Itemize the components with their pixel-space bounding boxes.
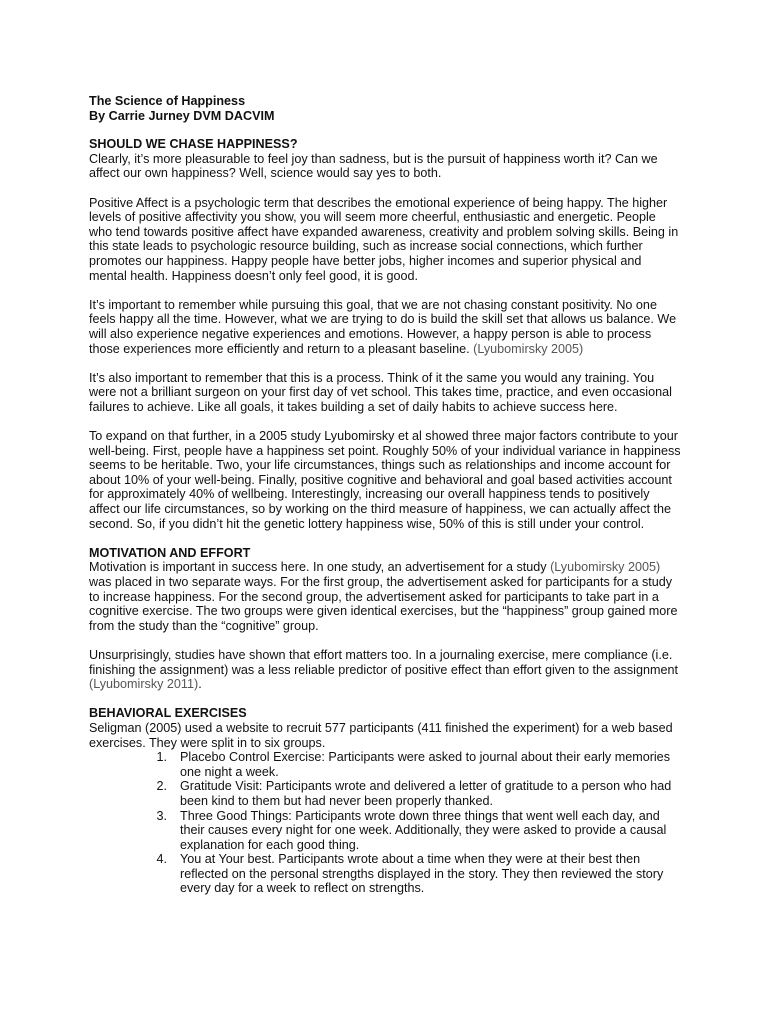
exercise-list xyxy=(89,750,682,896)
paragraph-text: Unsurprisingly, studies have shown that effort matters too. In a journaling exercise, mere compliance (i.e. finishing the assignment) was a less reliable predictor of positive effect than effort given to the assignment xyxy=(89,647,678,677)
list-item xyxy=(89,852,682,896)
paragraph xyxy=(89,560,682,633)
list-item-text: Three Good Things: Participants wrote down three things that went well each day, and their causes every night for one week. Additionally, they were asked to provide a causal explanation for each good thing. xyxy=(180,808,667,852)
paragraph: To expand on that further, in a 2005 study Lyubomirsky et al showed three major factors contribute to your well-being. First, people have a happiness set point. Roughly 50% of your individual variance in happiness seems to be heritable. Two, your life circumstances, things such as relationships and income account for about 10% of your well-being. Finally, positive cognitive and behavioral and goal based activities account for approximately 40% of wellbeing. Interestingly, increasing our overall happiness tends to positively affect our life circumstances, so by working on the third measure of happiness, we can actually affect the second. So, if you didn’t hit the genetic lottery happiness wise, 50% of this is still under your control. xyxy=(89,429,681,531)
paragraph: It’s also important to remember that this is a process. Think of it the same you would any training. You were not a brilliant surgeon on your first day of vet school. This takes time, practice, and even occasional failures to achieve. Like all goals, it takes building a set of daily habits to achieve success here. xyxy=(89,370,672,414)
list-item-text: Gratitude Visit: Participants wrote and delivered a letter of gratitude to a person who had been kind to them but had never been properly thanked. xyxy=(180,779,672,808)
paragraph-text: It’s important to remember while pursuing this goal, that we are not chasing constant positivity. No one feels happy all the time. However, what we are trying to do is build the skill set that allows us balance. We will also experience negative experiences and emotions. However, a happy person is able to process those experiences more efficiently and return to a pleasant baseline. xyxy=(89,297,677,356)
list-item xyxy=(89,750,682,779)
paragraph xyxy=(89,648,682,692)
list-item-text: You at Your best. Participants wrote about a time when they were at their best then reflected on the personal strengths displayed in the story. They then reviewed the story every day for a week to reflect on strengths. xyxy=(180,852,664,896)
citation: (Lyubomirsky 2005) xyxy=(473,341,584,356)
list-item xyxy=(89,809,682,853)
list-item-text: Placebo Control Exercise: Participants were asked to journal about their early memories one night a week. xyxy=(180,750,670,779)
paragraph: Seligman (2005) used a website to recruit 577 participants (411 finished the experiment) for a web based exercises. They were split in to six groups. xyxy=(89,720,673,750)
paragraph-text: . xyxy=(198,677,202,692)
list-number: 4. xyxy=(156,852,167,867)
citation: (Lyubomirsky 2005) xyxy=(550,560,661,575)
document-title: The Science of Happiness xyxy=(89,94,246,108)
paragraph: Clearly, it’s more pleasurable to feel joy than sadness, but is the pursuit of happiness worth it? Can we affect our own happiness? Well, science would say yes to both. xyxy=(89,151,658,181)
list-number: 3. xyxy=(156,808,167,823)
list-number: 2. xyxy=(156,779,167,794)
list-item xyxy=(89,779,682,808)
paragraph xyxy=(89,298,682,356)
citation: (Lyubomirsky 2011) xyxy=(89,677,199,692)
paragraph: Positive Affect is a psychologic term that describes the emotional experience of being happy. The higher levels of positive affectivity you show, you will seem more cheerful, enthusiastic and energetic. People who tend towards positive affect have expanded awareness, creativity and problem solving skills. Being in this state leads to psychologic resource building, such as increase social connections, which further promotes our happiness. Happy people have better jobs, higher incomes and superior physical and mental health. Happiness doesn’t only feel good, it is good. xyxy=(89,195,679,283)
section-heading-chase-happiness: SHOULD WE CHASE HAPPINESS? xyxy=(89,137,298,152)
paragraph-text: was placed in two separate ways. For the first group, the advertisement asked for participants for a study to increase happiness. For the second group, the advertisement asked for participants to take part in a cognitive exercise. The two groups were given identical exercises, but the “happiness” group gained more from the study than the “cognitive” group. xyxy=(89,575,678,633)
document-byline: By Carrie Jurney DVM DACVIM xyxy=(89,108,275,123)
section-heading-behavioral-exercises: BEHAVIORAL EXERCISES xyxy=(89,706,247,721)
list-number: 1. xyxy=(156,750,167,765)
paragraph-text: Motivation is important in success here. In one study, an advertisement for a study xyxy=(89,560,547,575)
section-heading-motivation: MOTIVATION AND EFFORT xyxy=(89,545,251,560)
